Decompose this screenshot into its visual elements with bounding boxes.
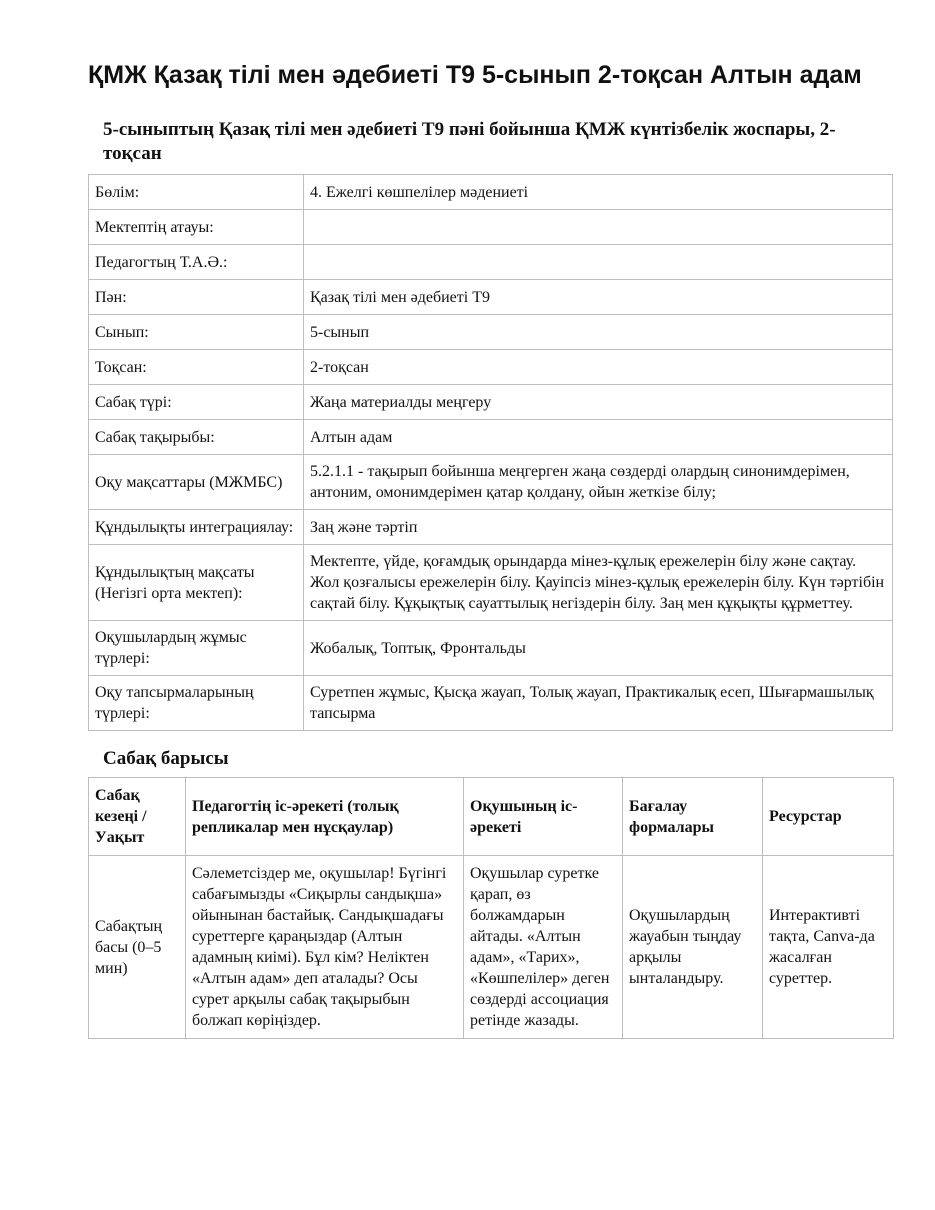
- info-label: Құндылықтың мақсаты (Негізгі орта мектеп):: [89, 545, 304, 621]
- header-resources: Ресурстар: [763, 778, 894, 856]
- header-stage: Сабақ кезеңі / Уақыт: [89, 778, 186, 856]
- lesson-cell-stage: Сабақтың басы (0–5 мин): [89, 856, 186, 1039]
- info-row: [89, 245, 893, 280]
- lesson-cell-teacher: Сәлеметсіздер ме, оқушылар! Бүгінгі сабағымызды «Сиқырлы сандықша» ойынынан бастайық. Сандықшадағы суреттерге қараңыздар (Алтын адамның киімі). Бұл кім? Неліктен «Алтын адам» деп аталады? Осы сурет арқылы сабақ тақырыбын болжап көріңіздер.: [186, 856, 464, 1039]
- info-value: [304, 245, 893, 280]
- info-row: [89, 621, 893, 676]
- info-row: [89, 676, 893, 731]
- info-value: 4. Ежелгі көшпелілер мәдениеті: [304, 175, 893, 210]
- info-value: Қазақ тілі мен әдебиеті Т9: [304, 280, 893, 315]
- info-value: Жаңа материалды меңгеру: [304, 385, 893, 420]
- lesson-cell-assessment: Оқушылардың жауабын тыңдау арқылы ынталандыру.: [623, 856, 763, 1039]
- info-row: [89, 385, 893, 420]
- info-value: 2-тоқсан: [304, 350, 893, 385]
- info-row: [89, 545, 893, 621]
- lesson-progress-title: Сабақ барысы: [103, 748, 229, 769]
- lesson-row: [89, 856, 894, 1039]
- info-row: [89, 280, 893, 315]
- lesson-progress-table: [88, 777, 894, 1039]
- info-value: Заң және тәртіп: [304, 510, 893, 545]
- info-label: Пән:: [89, 280, 304, 315]
- info-value: Мектепте, үйде, қоғамдық орындарда мінез-құлық ережелерін білу және сақтау. Жол қозғалысы ережелерін білу. Қауіпсіз мінез-құлық ережелерін білу. Күн тәртібін сақтай білу. Құқықтық сауаттылық негіздерін білу. Заң мен құқықты құрметтеу.: [304, 545, 893, 621]
- info-label: Оқу мақсаттары (МЖМБС): [89, 455, 304, 510]
- info-row: [89, 420, 893, 455]
- header-teacher-activity: Педагогтің іс-әрекеті (толық репликалар мен нұсқаулар): [186, 778, 464, 856]
- info-value: Жобалық, Топтық, Фронтальды: [304, 621, 893, 676]
- info-label: Сынып:: [89, 315, 304, 350]
- lesson-info-table: [88, 174, 893, 731]
- info-label: Мектептің атауы:: [89, 210, 304, 245]
- info-value: Алтын адам: [304, 420, 893, 455]
- info-label: Тоқсан:: [89, 350, 304, 385]
- info-row: [89, 175, 893, 210]
- info-label: Сабақ түрі:: [89, 385, 304, 420]
- info-label: Құндылықты интеграциялау:: [89, 510, 304, 545]
- info-label: Сабақ тақырыбы:: [89, 420, 304, 455]
- document-page: [88, 60, 893, 1039]
- info-row: [89, 350, 893, 385]
- plan-subtitle: 5-сыныптың Қазақ тілі мен әдебиеті Т9 пәні бойынша ҚМЖ күнтізбелік жоспары, 2-тоқсан: [103, 119, 836, 164]
- info-label: Оқушылардың жұмыс түрлері:: [89, 621, 304, 676]
- info-row: [89, 510, 893, 545]
- info-label: Оқу тапсырмаларының түрлері:: [89, 676, 304, 731]
- info-value: 5.2.1.1 - тақырып бойынша меңгерген жаңа сөздерді олардың синонимдерімен, антоним, омонимдерімен қатар қолдану, ойын жеткізе білу;: [304, 455, 893, 510]
- lesson-cell-student: Оқушылар суретке қарап, өз болжамдарын айтады. «Алтын адам», «Тарих», «Көшпелілер» деген сөздерді ассоциация ретінде жазады.: [464, 856, 623, 1039]
- header-assessment: Бағалау формалары: [623, 778, 763, 856]
- lesson-cell-resources: Интерактивті тақта, Canva-да жасалған суреттер.: [763, 856, 894, 1039]
- info-value: [304, 210, 893, 245]
- info-value: 5-сынып: [304, 315, 893, 350]
- info-row: [89, 455, 893, 510]
- info-row: [89, 210, 893, 245]
- info-label: Педагогтың Т.А.Ә.:: [89, 245, 304, 280]
- info-row: [89, 315, 893, 350]
- document-title: ҚМЖ Қазақ тілі мен әдебиеті Т9 5-сынып 2-тоқсан Алтын адам: [88, 61, 862, 89]
- header-student-activity: Оқушының іс-әрекеті: [464, 778, 623, 856]
- info-value: Суретпен жұмыс, Қысқа жауап, Толық жауап, Практикалық есеп, Шығармашылық тапсырма: [304, 676, 893, 731]
- lesson-header-row: [89, 778, 894, 856]
- info-label: Бөлім:: [89, 175, 304, 210]
